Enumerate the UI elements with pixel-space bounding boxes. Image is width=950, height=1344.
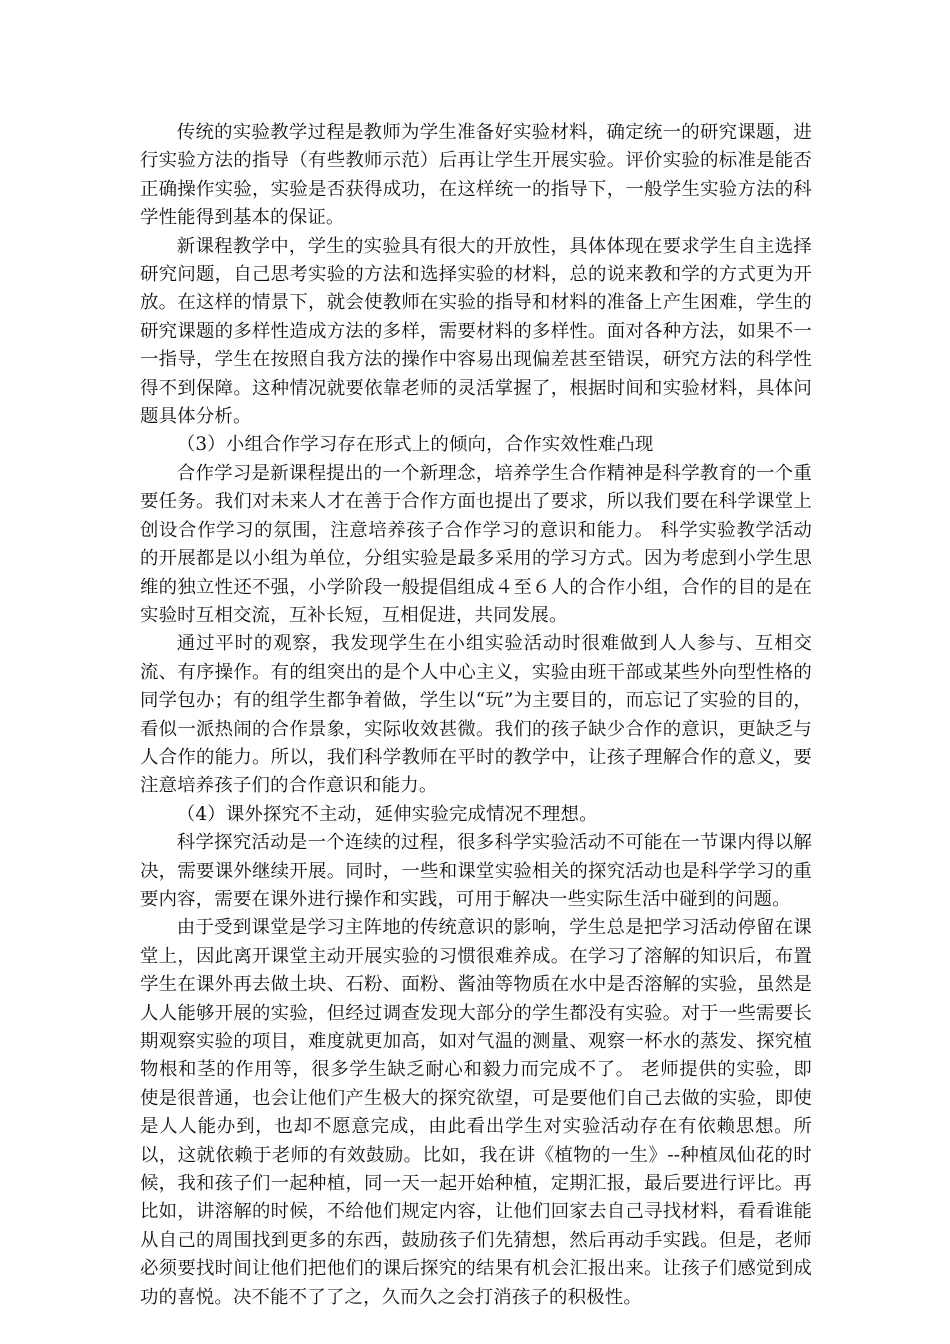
paragraph-traditional-teaching: 传统的实验教学过程是教师为学生准备好实验材料，确定统一的研究课题，进行实验方法的指导（有些教师示范）后再让学生开展实验。评价实验的标准是能否正确操作实验，实验是否获得成功，在这样统一的指导下，一般学生实验方法的科学性能得到基本的保证。 [140,122,812,229]
paragraph-cooperative-learning: 合作学习是新课程提出的一个新理念，培养学生合作精神是科学教育的一个重要任务。我们对未来人才在善于合作方面也提出了要求，所以我们要在科学课堂上创设合作学习的氛围，注意培养孩子合作学习的意识和能力。 科学实验教学活动的开展都是以小组为单位，分组实验是最多采用的学习方式。因为考虑到小学生思维的独立性还不强，小学阶段一般提倡组成４至６人的合作小组，合作的目的是在实验时互相交流，互补长短，互相促进，共同发展。 [140,462,812,626]
document-page [140,119,812,1312]
paragraph-new-curriculum: 新课程教学中，学生的实验具有很大的开放性，具体体现在要求学生自主选择研究问题，自己思考实验的方法和选择实验的材料，总的说来教和学的方式更为开放。在这样的情景下，就会使教师在实验的指导和材料的准备上产生困难，学生的研究课题的多样性造成方法的多样，需要材料的多样性。面对各种方法，如果不一一指导，学生在按照自我方法的操作中容易出现偏差甚至错误，研究方法的科学性得不到保障。这种情况就要依靠老师的灵活掌握了，根据时间和实验材料，具体问题具体分析。 [140,235,812,428]
section-heading-3: （3）小组合作学习存在形式上的倾向，合作实效性难凸现 [176,434,654,456]
section-heading-4: （4）课外探究不主动，延伸实验完成情况不理想。 [176,803,598,825]
paragraph-continuous-inquiry: 科学探究活动是一个连续的过程，很多科学实验活动不可能在一节课内得以解决，需要课外继续开展。同时，一些和课堂实验相关的探究活动也是科学学习的重要内容，需要在课外进行操作和实践，可用于解决一些实际生活中碰到的问题。 [140,832,812,910]
paragraph-observation: 通过平时的观察，我发现学生在小组实验活动时很难做到人人参与、互相交流、有序操作。有的组突出的是个人中心主义，实验由班干部或某些外向型性格的同学包办；有的组学生都争着做，学生以“玩”为主要目的，而忘记了实验的目的，看似一派热闹的合作景象，实际收效甚微。我们的孩子缺少合作的意识，更缺乏与人合作的能力。所以，我们科学教师在平时的教学中，让孩子理解合作的意义，要注意培养孩子们的合作意识和能力。 [140,633,812,797]
paragraph-classroom-habits: 由于受到课堂是学习主阵地的传统意识的影响，学生总是把学习活动停留在课堂上，因此离开课堂主动开展实验的习惯很难养成。在学习了溶解的知识后，布置学生在课外再去做土块、石粉、面粉、酱油等物质在水中是否溶解的实验，虽然是人人能够开展的实验，但经过调查发现大部分的学生都没有实验。对于一些需要长期观察实验的项目，难度就更加高，如对气温的测量、观察一杯水的蒸发、探究植物根和茎的作用等，很多学生缺乏耐心和毅力而完成不了。 老师提供的实验，即使是很普通，也会让他们产生极大的探究欲望，可是要他们自己去做的实验，即使是人人能办到，也却不愿意完成，由此看出学生对实验活动存在有依赖思想。所以，这就依赖于老师的有效鼓励。比如，我在讲《植物的一生》--种植凤仙花的时候，我和孩子们一起种植，同一天一起开始种植，定期汇报，最后要进行评比。再比如，讲溶解的时候，不给他们规定内容，让他们回家去自己寻找材料，看看谁能从自己的周围找到更多的东西，鼓励孩子们先猜想，然后再动手实践。但是，老师必须要找时间让他们把他们的课后探究的结果有机会汇报出来。让孩子们感觉到成功的喜悦。决不能不了了之，久而久之会打消孩子的积极性。 [140,917,812,1308]
